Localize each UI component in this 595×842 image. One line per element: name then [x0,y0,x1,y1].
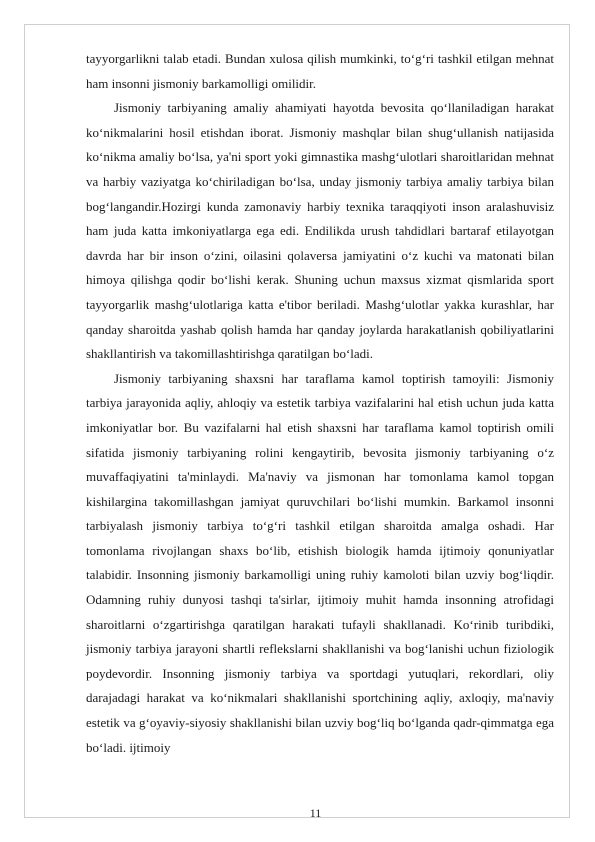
page-number: 11 [309,806,322,820]
paragraph-holistic-development: Jismoniy tarbiyaning shaxsni har taraflama kamol toptirish tamoyili: Jismoniy tarbiya jarayonida aqliy, ahloqiy va estetik tarbiya vazifalarini hal etish uchun juda katta imkoniyatlar bor. Bu vazifalarni hal etish shaxsni har taraflama kamol toptirish omili sifatida jismoniy tarbiyaning rolini kengaytirib, bevosita jismoniy tarbiyaning o‘z muvaffaqiyatini ta'minlaydi. Ma'naviy va jismonan har tomonlama kamol topgan kishilargina takomillashgan jamiyat quruvchilari bo‘lishi mumkin. Barkamol insonni tarbiyalash jismoniy tarbiya to‘g‘ri tashkil etilgan sharoitda amalga oshadi. Har tomonlama rivojlangan shaxs bo‘lib, etishish biologik hamda ijtimoiy qonuniyatlar talabidir. Insonning jismoniy barkamolligi uning ruhiy kamoloti bilan uzviy bog‘liqdir. Odamning ruhiy dunyosi tashqi ta'sirlar, ijtimoiy muhit hamda insonning atrofidagi sharoitlarni o‘zgartirishga qaratilgan harakati tufayli shakllanadi. Ko‘rinib turibdiki, jismoniy tarbiya jarayoni shartli reflekslarni shakllanishi va bog‘lanishi uchun fiziologik poydevordir. Insonning jismoniy tarbiya va sportdagi yutuqlari, rekordlari, oliy darajadagi harakat va ko‘nikmalari shakllanishi sportchining aqliy, axloqiy, ma'naviy estetik va g‘oyaviy-siyosiy shakllanishi bilan uzviy bog‘liq bo‘lganda qadr-qimmatga ega bo‘ladi. ijtimoiy [86,370,554,755]
body-text [86,47,554,760]
paragraph-practical-significance: Jismoniy tarbiyaning amaliy ahamiyati hayotda bevosita qo‘llaniladigan harakat ko‘nikmalarini hosil etishdan iborat. Jismoniy mashqlar bilan shug‘ullanish natijasida ko‘nikma amaliy bo‘lsa, ya'ni sport yoki gimnastika mashg‘ulotlari sharoitlaridan mehnat va harbiy vaziyatga ko‘chiriladigan bo‘lsa, unday jismoniy tarbiya amaliy tarbiya bilan bog‘langandir.Hozirgi kunda zamonaviy harbiy texnika taraqqiyoti inson aralashuvisiz ham juda katta imkoniyatlarga ega edi. Endilikda urush tahdidlari bartaraf etilayotgan davrda har bir inson o‘zini, oilasini qolaversa jamiyatini o‘z kuchi va matonati bilan himoya qilishga qodir bo‘lishi kerak. Shuning uchun maxsus xizmat qismlarida sport tayyorgarlik mashg‘ulotlariga katta e'tibor beriladi. Mashg‘ulotlar yakka kurashlar, har qanday sharoitda yashab qolish hamda har qanday joylarda harakatlanish qobiliyatlarini shakllantirish va takomillashtirishga qaratilgan bo‘ladi. [86,100,554,362]
paragraph-continuation: tayyorgarlikni talab etadi. Bundan xulosa qilish mumkinki, to‘g‘ri tashkil etilgan mehnat ham insonni jismoniy barkamolligi omilidir. [86,51,554,91]
